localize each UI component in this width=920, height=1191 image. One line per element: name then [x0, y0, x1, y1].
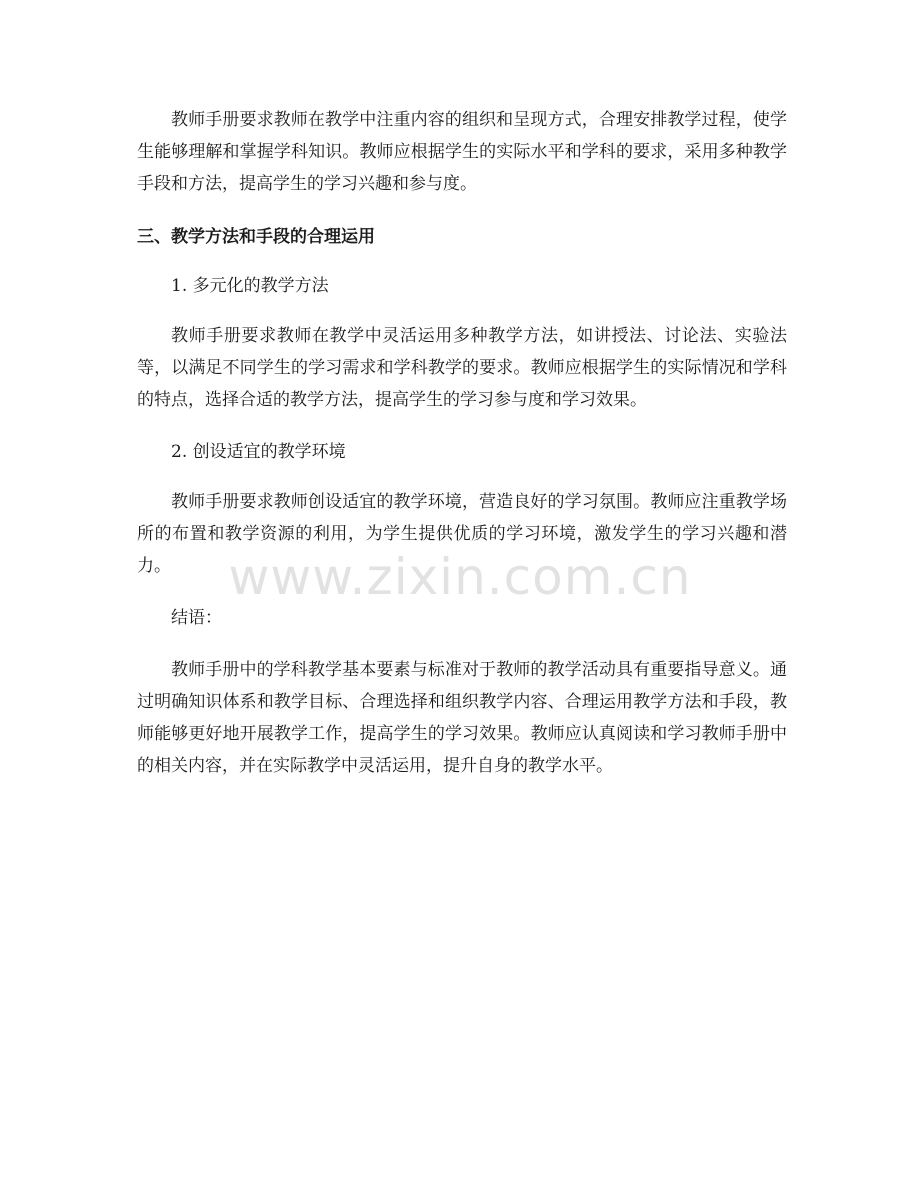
conclusion-label: 结语：: [171, 608, 222, 628]
document-body: [137, 104, 787, 782]
intro-paragraph: 教师手册要求教师在教学中注重内容的组织和呈现方式，合理安排教学过程，使学生能够理解和掌握学科知识。教师应根据学生的实际水平和学科的要求，采用多种教学手段和方法，提高学生的学习兴趣和参与度。: [137, 110, 787, 194]
watermark: www.zixin.com.cn: [228, 548, 692, 606]
subsection-1-body: 教师手册要求教师在教学中灵活运用多种教学方法，如讲授法、讨论法、实验法等，以满足不同学生的学习需求和学科教学的要求。教师应根据学生的实际情况和学科的特点，选择合适的教学方法，提高学生的学习参与度和学习效果。: [137, 326, 787, 410]
subsection-2-body: 教师手册要求教师创设适宜的教学环境，营造良好的学习氛围。教师应注重教学场所的布置和教学资源的利用，为学生提供优质的学习环境，激发学生的学习兴趣和潜力。: [137, 492, 787, 576]
subsection-2-title: 2. 创设适宜的教学环境: [171, 442, 346, 462]
subsection-1-title: 1. 多元化的教学方法: [171, 276, 329, 296]
conclusion-body: 教师手册中的学科教学基本要素与标准对于教师的教学活动具有重要指导意义。通过明确知识体系和教学目标、合理选择和组织教学内容、合理运用教学方法和手段，教师能够更好地开展教学工作，提高学生的学习效果。教师应认真阅读和学习教师手册中的相关内容，并在实际教学中灵活运用，提升自身的教学水平。: [137, 660, 787, 776]
section-heading: 三、教学方法和手段的合理运用: [137, 227, 375, 247]
